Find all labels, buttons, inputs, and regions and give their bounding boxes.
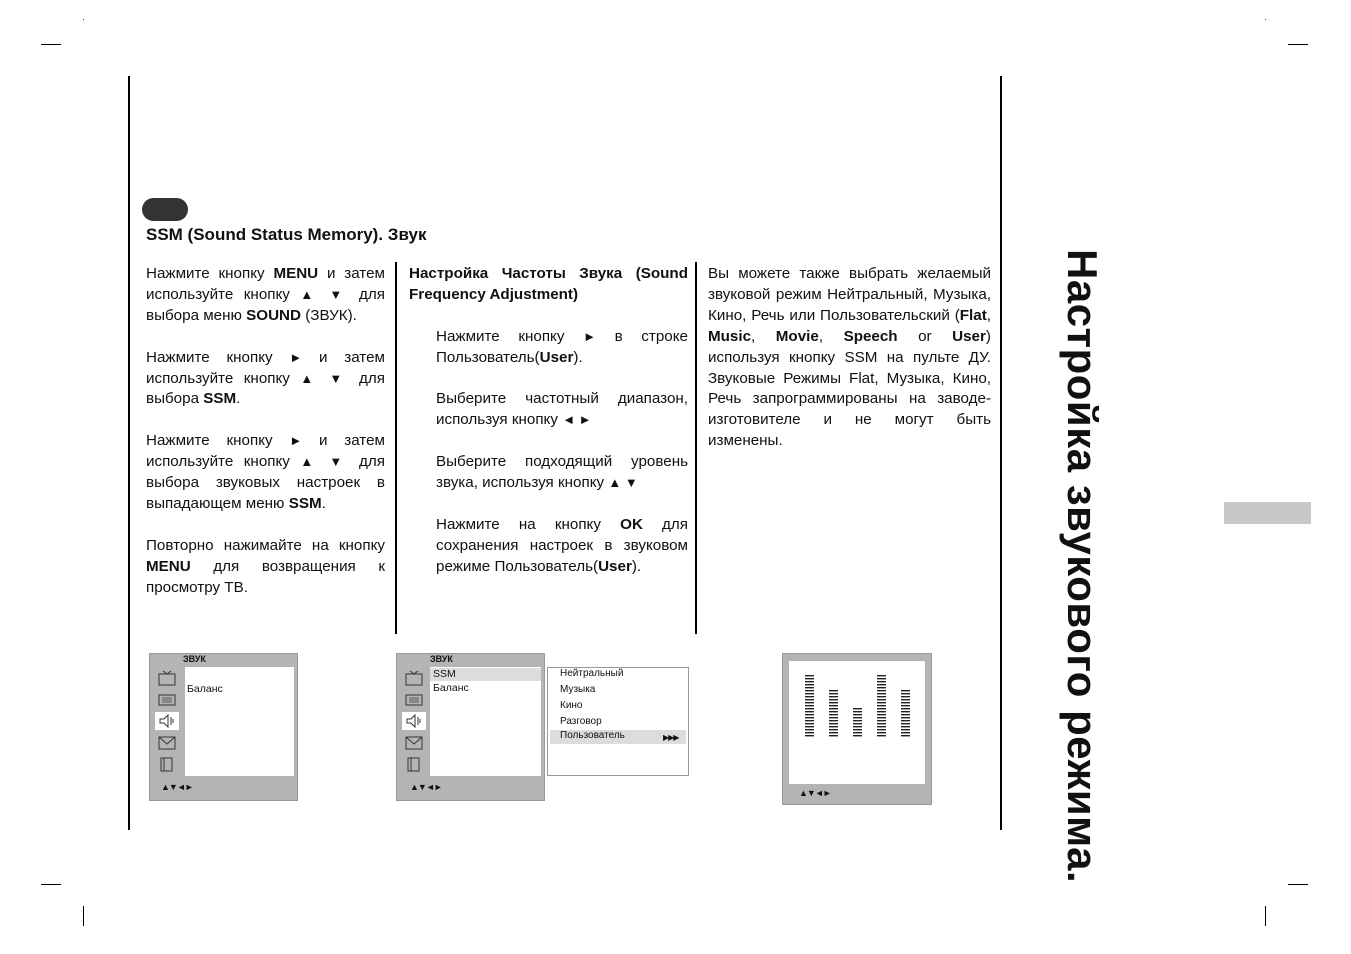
tv-icon bbox=[402, 670, 426, 688]
left-border-line bbox=[128, 76, 130, 830]
nav-arrows-icon: ▲▼◄► bbox=[799, 788, 831, 798]
sound-icon bbox=[155, 712, 179, 730]
instructions-column-1 bbox=[146, 264, 385, 619]
column-divider bbox=[695, 262, 697, 634]
nav-arrows-icon: ▲▼◄► bbox=[161, 782, 193, 792]
crop-mark bbox=[1288, 884, 1308, 885]
step-paragraph: Выберите подходящий уровень звука, используя кнопку ▲ ▼ bbox=[436, 453, 688, 492]
picture-icon bbox=[155, 691, 179, 709]
step-paragraph: Нажмите на кнопку OK для сохранения настроек в звуковом режиме Пользователь(User). bbox=[436, 515, 688, 575]
eq-area bbox=[789, 661, 925, 784]
crop-mark bbox=[1265, 906, 1266, 926]
crop-mark bbox=[41, 44, 61, 45]
osd-title: ЗВУК bbox=[430, 654, 453, 664]
instructions-column-2 bbox=[409, 264, 688, 598]
step-paragraph: Нажмите кнопку ► и затем используйте кнопку ▲ ▼ для выбора SSM. bbox=[146, 348, 386, 408]
right-border-line bbox=[1000, 76, 1002, 830]
page-side-title: Настройка звукового режима. bbox=[1059, 249, 1106, 884]
step-paragraph: Нажмите кнопку MENU и затем используйте кнопку ▲ ▼ для выбора меню SOUND (ЗВУК). bbox=[146, 265, 386, 324]
eq-band-bar bbox=[877, 675, 886, 736]
submenu-item: Музыка bbox=[560, 684, 596, 695]
submenu-item: Кино bbox=[560, 700, 583, 711]
column-divider bbox=[395, 262, 397, 634]
osd-ssm-menu bbox=[396, 653, 545, 801]
osd-item-balance: Баланс bbox=[187, 683, 223, 695]
step-paragraph: Нажмите кнопку ► в строке Пользователь(User). bbox=[436, 327, 688, 366]
osd-sound-menu bbox=[149, 653, 298, 801]
crop-mark bbox=[83, 906, 84, 926]
submenu-item-user: Пользователь bbox=[560, 730, 625, 741]
section-heading: SSM (Sound Status Memory). Звук bbox=[146, 225, 427, 244]
crop-mark bbox=[41, 884, 61, 885]
step-paragraph: Повторно нажимайте на кнопку MENU для возвращения к просмотру ТВ. bbox=[146, 536, 385, 596]
step-paragraph: Нажмите кнопку ► и затем используйте кнопку ▲ ▼ для выбора звуковых настроек в выпадающем меню SSM. bbox=[146, 432, 386, 512]
note-paragraph: Вы можете также выбрать желаемый звуковой режим Нейтральный, Музыка, Кино, Речь или Пользовательский (Flat, Music, Movie, Speech or User) используя кнопку SSM на пульте ДУ. Звуковые Режимы Flat, Музыка, Кино, Речь запрограммированы на заводе-изготовителе и не могут быть изменены. bbox=[708, 265, 991, 450]
ssm-submenu bbox=[547, 667, 689, 776]
special-icon bbox=[402, 755, 426, 773]
eq-band-bar bbox=[805, 675, 814, 736]
step-paragraph: Выберите частотный диапазон, используя кнопку ◄ ► bbox=[436, 390, 688, 429]
crop-dot bbox=[83, 19, 84, 20]
subsection-title: Настройка Частоты Звука (Sound Frequency Adjustment) bbox=[409, 265, 688, 303]
submenu-arrows-icon: ▶▶▶ bbox=[663, 733, 679, 742]
instructions-column-3 bbox=[708, 264, 991, 473]
nav-arrows-icon: ▲▼◄► bbox=[410, 782, 442, 792]
special-icon bbox=[155, 755, 179, 773]
crop-mark bbox=[1288, 44, 1308, 45]
submenu-item: Нейтральный bbox=[560, 668, 624, 679]
osd-list-area bbox=[430, 667, 541, 776]
osd-list-area bbox=[185, 667, 294, 776]
section-pill bbox=[142, 198, 188, 221]
equalizer-bars bbox=[789, 661, 925, 784]
eq-band-bar bbox=[853, 708, 862, 736]
eq-band-bar bbox=[829, 690, 838, 736]
osd-item-ssm: SSM bbox=[433, 668, 456, 680]
submenu-item: Разговор bbox=[560, 716, 602, 727]
eq-band-bar bbox=[901, 690, 910, 736]
osd-title: ЗВУК bbox=[183, 654, 206, 664]
chapter-tab bbox=[1224, 502, 1311, 524]
time-icon bbox=[402, 734, 426, 752]
time-icon bbox=[155, 734, 179, 752]
sound-icon bbox=[402, 712, 426, 730]
tv-icon bbox=[155, 670, 179, 688]
osd-item-balance: Баланс bbox=[433, 682, 469, 694]
crop-dot bbox=[1265, 19, 1266, 20]
picture-icon bbox=[402, 691, 426, 709]
osd-equalizer bbox=[782, 653, 932, 805]
